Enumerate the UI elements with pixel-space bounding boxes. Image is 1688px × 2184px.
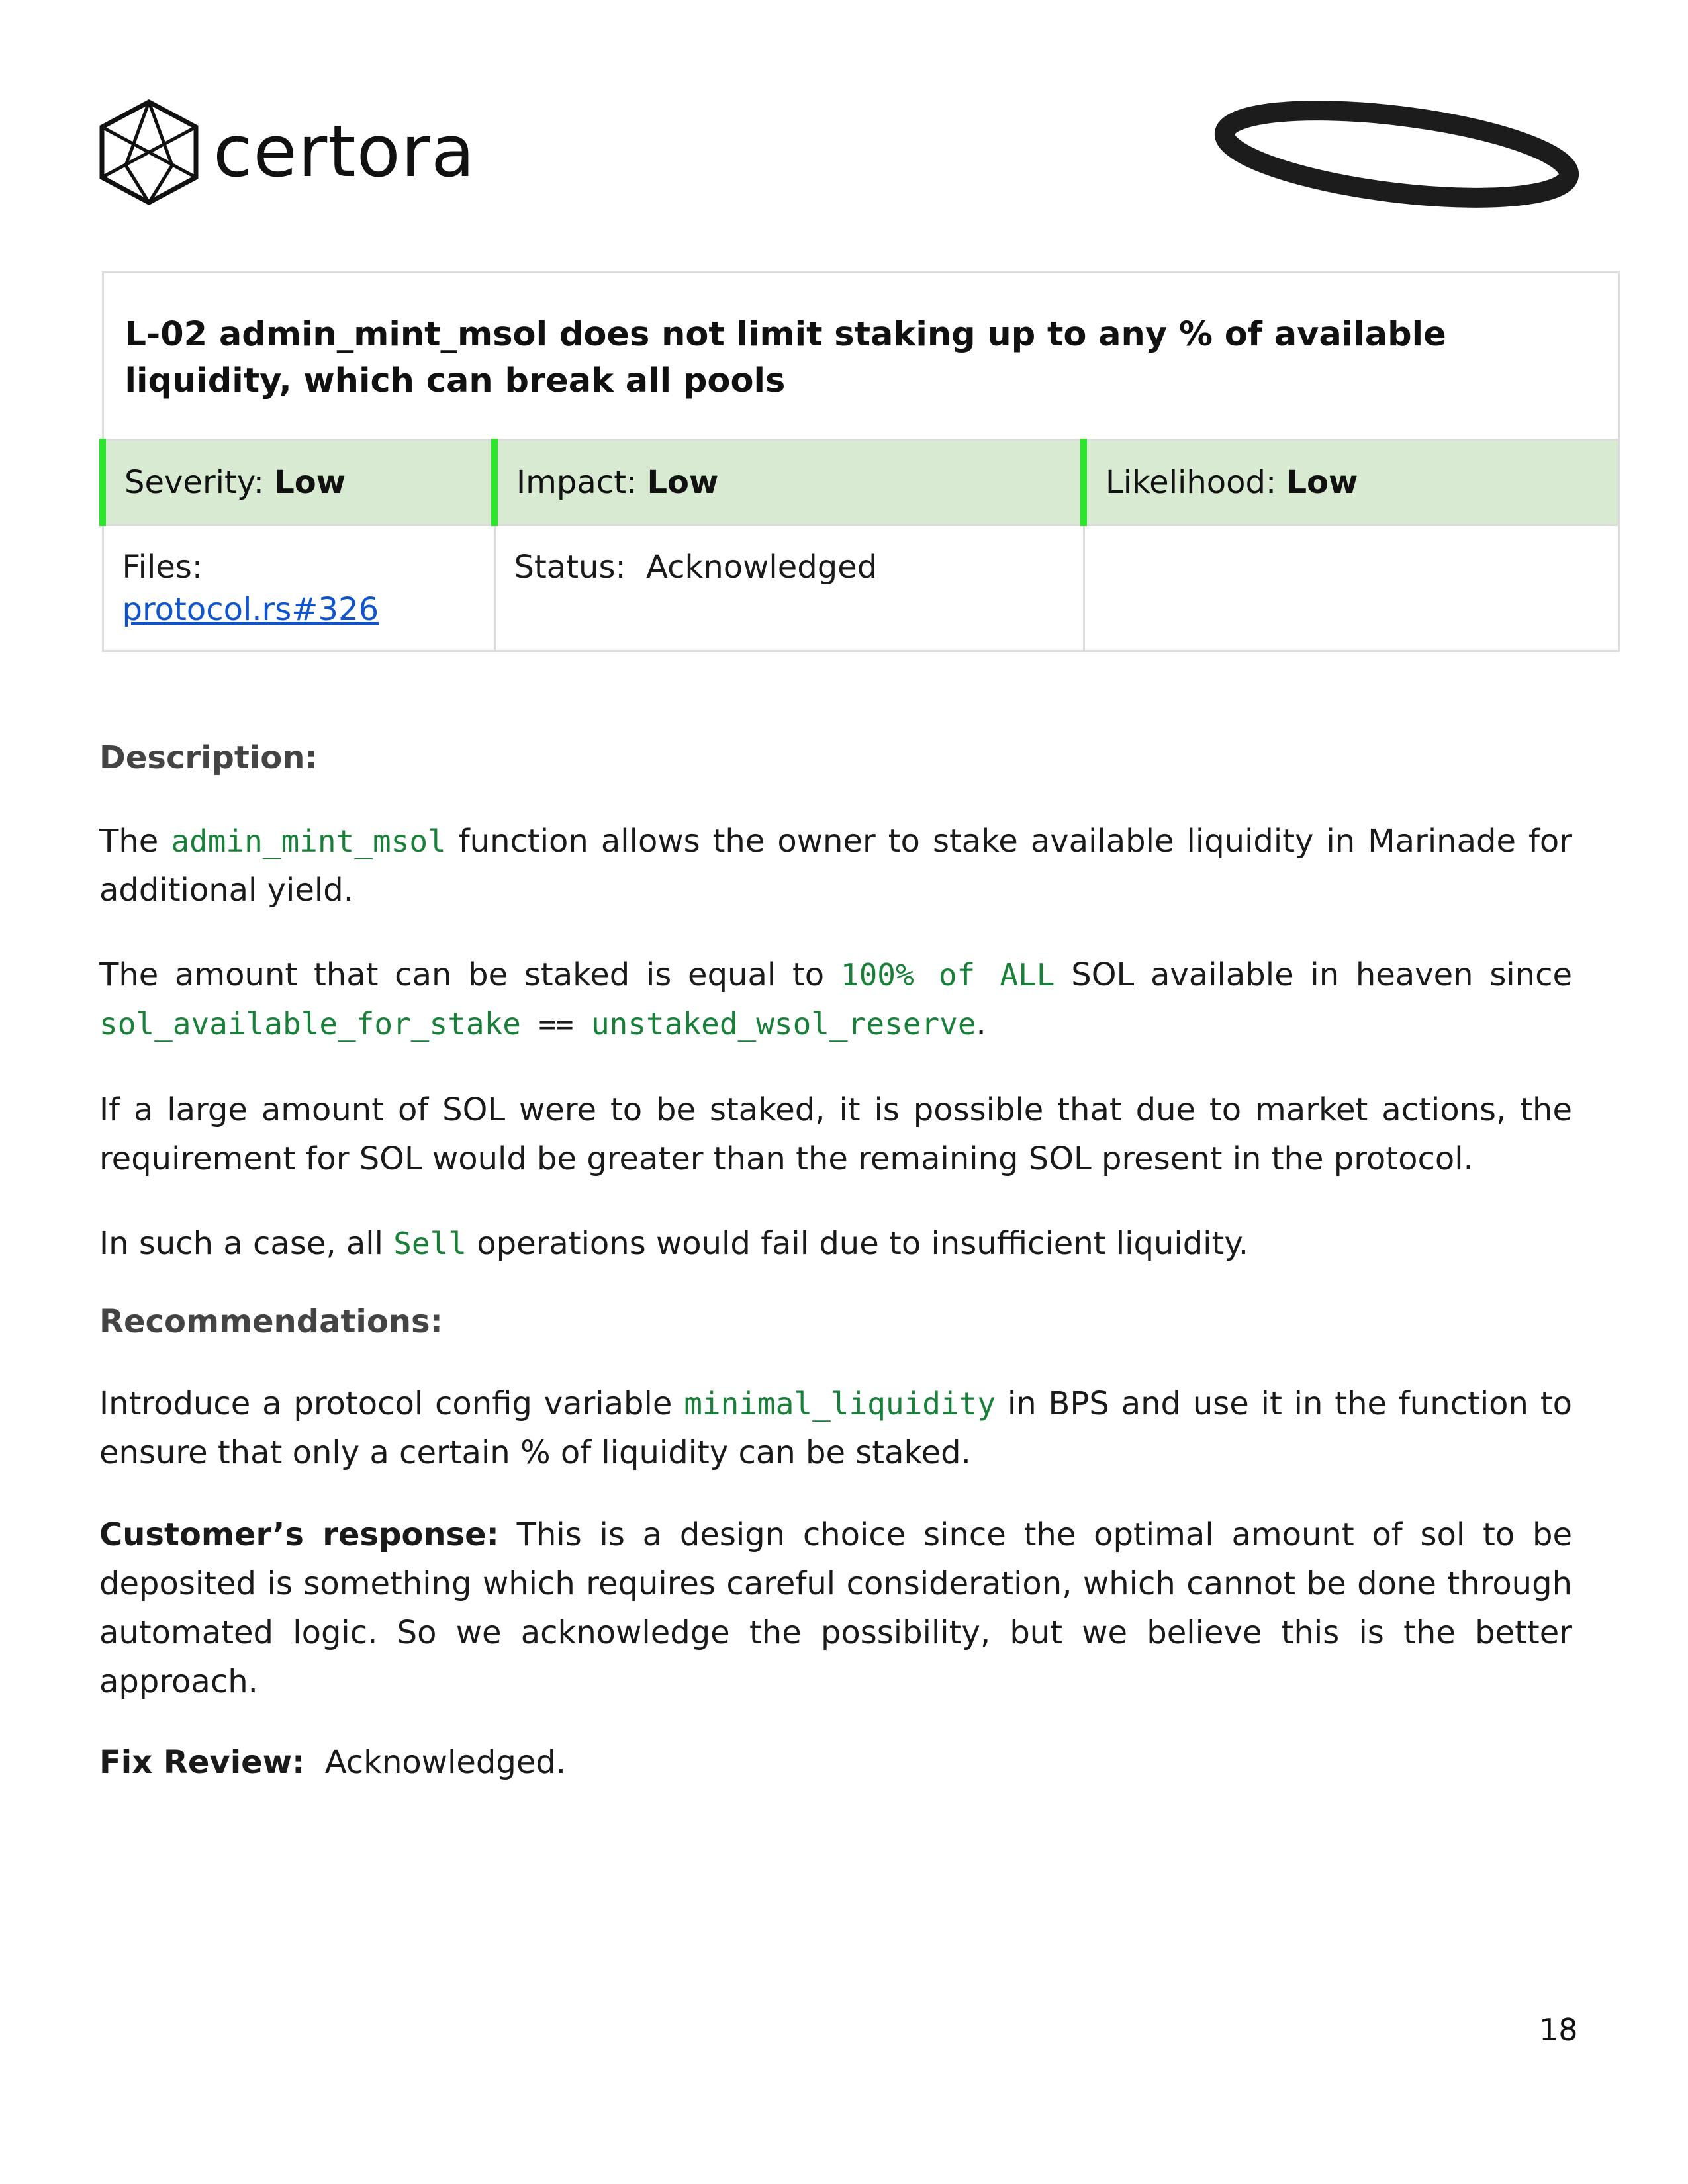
empty-cell: [1084, 525, 1618, 651]
severity-value: Low: [274, 464, 346, 501]
brand-name: certora: [213, 111, 476, 193]
fix-review-label: Fix Review:: [99, 1744, 305, 1781]
text: The: [99, 823, 171, 860]
likelihood-cell: [1084, 440, 1618, 525]
finding-body: [99, 735, 1572, 1787]
customer-response-text-continued: acknowledge the possibility, but we believe this is the better approach.: [99, 1614, 1572, 1700]
text: .: [976, 1005, 986, 1042]
fix-review: [99, 1738, 1572, 1787]
text: in BPS and use it in the function to ensure that only a certain % of liquidity can be staked.: [99, 1385, 1573, 1471]
text: function allows the owner to stake available liquidity in Marinade for additional yield.: [99, 823, 1573, 909]
files-link[interactable]: protocol.rs#326: [122, 591, 379, 628]
status-label: Status:: [514, 549, 626, 586]
description-paragraph-2: [99, 950, 1572, 1050]
description-heading: Description:: [99, 739, 318, 776]
inline-code: sol_available_for_stake: [99, 1006, 521, 1042]
text: SOL available in heaven since: [1055, 956, 1573, 993]
inline-code: unstaked_wsol_reserve: [590, 1006, 976, 1042]
certora-logo-icon: [99, 99, 199, 205]
recommendations-heading: Recommendations:: [99, 1303, 443, 1340]
finding-summary-table: [99, 271, 1620, 652]
files-cell: [103, 525, 494, 651]
text: The amount that can be staked is equal to: [99, 956, 841, 993]
severity-label: Severity:: [124, 464, 264, 501]
inline-code: Sell: [393, 1226, 467, 1261]
inline-code: 100% of ALL: [840, 957, 1055, 993]
customer-response-label: Customer’s response:: [99, 1516, 499, 1553]
customer-response-text: This is a design choice since the optimal amount of sol to be deposited is something which requires careful consideration, which cannot be done through automated logic. So we: [99, 1516, 1572, 1651]
impact-cell: [494, 440, 1084, 525]
finding-title-cell: [103, 273, 1618, 440]
impact-label: Impact:: [516, 464, 637, 501]
description-paragraph-4: [99, 1219, 1572, 1268]
severity-cell: [103, 440, 494, 525]
text: operations would fail due to insufficient liquidity.: [467, 1225, 1249, 1262]
customer-response: [99, 1510, 1572, 1706]
inline-code: minimal_liquidity: [684, 1386, 996, 1422]
likelihood-label: Likelihood:: [1105, 464, 1277, 501]
impact-value: Low: [647, 464, 719, 501]
status-value: Acknowledged: [646, 549, 878, 586]
finding-title: L-02 admin_mint_msol does not limit staking up to any % of available liquidity, which can break all pools: [124, 315, 1446, 400]
text: Introduce a protocol config variable: [99, 1385, 684, 1422]
page-number: 18: [1539, 2012, 1578, 2048]
text: In such a case, all: [99, 1225, 394, 1262]
status-cell: [494, 525, 1084, 651]
certora-logo: [99, 99, 475, 205]
likelihood-value: Low: [1286, 464, 1358, 501]
files-label: Files:: [122, 549, 203, 586]
ring-graphic: [1211, 98, 1582, 210]
recommendations-paragraph: [99, 1379, 1572, 1477]
inline-code: admin_mint_msol: [171, 823, 446, 859]
equals-operator: ==: [520, 1008, 591, 1042]
description-paragraph-3: If a large amount of SOL were to be staked, it is possible that due to market actions, the requirement for SOL would be greater than the remaining SOL present in the protocol.: [99, 1091, 1572, 1177]
fix-review-value: Acknowledged.: [324, 1744, 567, 1781]
description-paragraph-1: [99, 817, 1572, 915]
